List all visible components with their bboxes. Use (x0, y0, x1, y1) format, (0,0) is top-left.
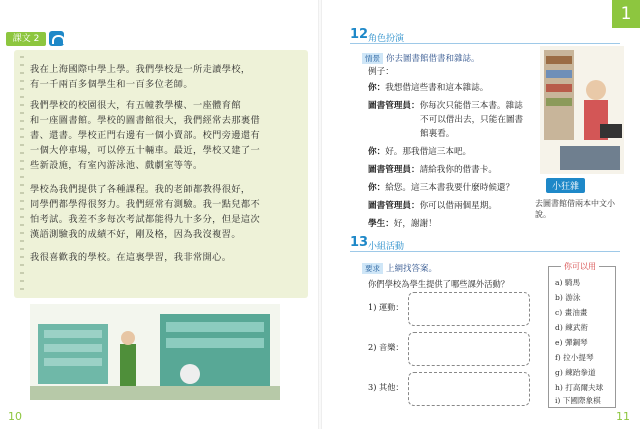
line: 和一座圖書館。學校的圖書館很大，我們經常去那裏借 (30, 115, 261, 126)
line-text: 好。那我借這三本吧。 (385, 147, 472, 157)
vocabulary-item: e) 彈鋼琴 (555, 338, 588, 347)
line: 一個大停車場，可以停五十輛車。最近，學校又建了一 (30, 145, 261, 156)
section-number: 13 (350, 235, 369, 250)
section-number: 12 (350, 27, 369, 42)
line: 我在上海國際中學上學。我們學校是一所走讀學校， (30, 64, 251, 75)
dialogue-line (368, 100, 568, 112)
line-text: 你每次只能借三本書。雜誌 (419, 101, 523, 111)
line: 我們學校的校園很大，有五幢教學樓、一座體育館 (30, 100, 241, 111)
line-text: 請給我你的借書卡。 (419, 165, 497, 175)
vocabulary-item: a) 騎馬 (555, 278, 581, 287)
line-text: 給您。這三本書我要什麼時候還？ (385, 183, 515, 193)
answer-box-3[interactable] (408, 372, 530, 406)
page-number-left: 10 (8, 410, 22, 423)
vocabulary-item: h) 打高爾夫球 (555, 383, 604, 392)
speaker: 你： (368, 147, 386, 157)
speaker: 圖書管理員： (368, 101, 420, 111)
school-illustration (30, 304, 280, 400)
vocabulary-item: g) 練跆拳道 (555, 368, 596, 377)
vocabulary-box (548, 262, 616, 408)
section-12-header (350, 27, 620, 44)
speaker: 圖書管理員： (368, 165, 420, 175)
line: 我很喜歡我的學校。在這裏學習，我非常開心。 (30, 252, 232, 263)
answer-label-2: 2) 音樂： (368, 342, 404, 352)
line: 些新設施，有室內游泳池、戲劇室等等。 (30, 160, 203, 171)
library-illustration (540, 46, 624, 174)
dialogue-line (368, 164, 568, 176)
book-gutter (318, 0, 322, 429)
line-text: 你可以借兩個星期。 (419, 201, 497, 211)
audio-icon[interactable] (49, 31, 64, 46)
speaker: 圖書管理員： (368, 201, 420, 211)
line-text: 不可以借出去，只能在圖書 (420, 115, 524, 125)
vocabulary-title: 你可以用 (561, 261, 599, 272)
section-13-header (350, 235, 620, 252)
vocabulary-item: d) 練武術 (555, 323, 589, 332)
example-label: 例子： (368, 67, 394, 77)
line: 學校為我們提供了各種課程。我的老師都教得很好， (30, 184, 251, 195)
line: 有一千兩百多個學生和一百多位老師。 (30, 79, 193, 90)
vocabulary-item: i) 下國際象棋 (555, 396, 601, 405)
speaker: 你： (368, 83, 386, 93)
speaker: 學生： (368, 219, 394, 229)
task-text: 上網找答案。 (386, 264, 438, 274)
page-number-right: 11 (616, 410, 630, 423)
dialogue-line (368, 146, 568, 158)
character-name-tag: 小狂雜 (546, 178, 585, 193)
vocabulary-item: f) 拉小提琴 (555, 353, 594, 362)
task-tag: 要求 (362, 263, 383, 274)
section-title: 小組活動 (368, 242, 405, 252)
answer-label-1: 1) 運動： (368, 302, 404, 312)
lesson-tab: 課文 2 (6, 32, 46, 46)
answer-label-3: 3) 其他： (368, 382, 404, 392)
section-title: 角色扮演 (368, 34, 405, 44)
dialogue-line (368, 82, 568, 94)
task-text: 你去圖書館借書和雜誌。 (386, 54, 480, 64)
line: 同學們都學得很努力。我們經常有測驗。我一點兒都不 (30, 199, 261, 210)
line-text: 館裏看。 (420, 129, 455, 139)
speaker: 你： (368, 183, 386, 193)
line: 漢語測驗我的成績不好，剛及格，因為我沒複習。 (30, 229, 241, 240)
paragraph-2 (30, 98, 270, 173)
task-line-13 (362, 262, 437, 274)
answer-box-1[interactable] (408, 292, 530, 326)
paragraph-1 (30, 62, 270, 92)
task-line-12 (362, 52, 480, 64)
unit-badge: 1 (612, 0, 640, 28)
vocabulary-item: c) 畫油畫 (555, 308, 588, 317)
line-text: 好，謝謝！ (393, 219, 437, 229)
line: 怕考試。我差不多每次考試都能得九十多分，但是這次 (30, 214, 261, 225)
answer-box-2[interactable] (408, 332, 530, 366)
side-note: 去圖書館借兩本中文小說。 (535, 199, 615, 219)
vocabulary-item: b) 游泳 (555, 293, 581, 302)
task-tag: 情景 (362, 53, 383, 64)
paragraph-4 (30, 250, 270, 265)
dialogue-line (368, 182, 568, 194)
activity-question: 你們學校為學生提供了哪些課外活動？ (368, 279, 510, 289)
line: 書、還書。學校正門右邊有一個小賣部。校門旁邊還有 (30, 130, 261, 141)
paragraph-3 (30, 182, 270, 242)
line-text: 我想借這些書和這本雜誌。 (385, 83, 489, 93)
